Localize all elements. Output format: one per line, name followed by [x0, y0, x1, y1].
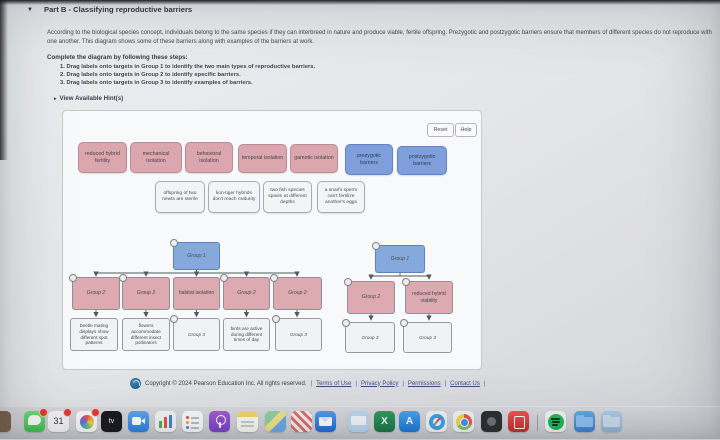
calendar-badge [63, 408, 72, 417]
partial-app-icon[interactable] [0, 411, 11, 432]
copyright-text: Copyright © 2024 Pearson Education Inc. All rights reserved. [145, 380, 307, 387]
left-row2-label-3: habitat isolation [178, 290, 215, 297]
left-row2-label-4: Group 2 [237, 290, 256, 297]
stocks-bar [164, 417, 167, 428]
terms-of-use-link[interactable]: Terms of Use [316, 380, 352, 387]
apple-tv-icon[interactable] [101, 411, 122, 432]
calendar-icon[interactable] [48, 411, 69, 432]
camera-lens [487, 417, 496, 426]
target-marker-icon [69, 274, 77, 282]
left-row3-label-1: beetle mating displays show different spot patterns [79, 322, 109, 346]
target-marker-icon [270, 274, 278, 282]
target-marker-icon [402, 278, 410, 286]
reminders-dot [186, 421, 189, 424]
left-row3-label-5: Group 3 [290, 331, 307, 337]
display-icon[interactable] [348, 411, 369, 432]
target-marker-icon [220, 274, 228, 282]
macos-dock [0, 406, 720, 440]
caret-right-icon: ▸ [54, 96, 57, 102]
podcasts-ring [216, 415, 226, 425]
right-row3-label-1: Group 3 [361, 334, 379, 340]
spotify-icon[interactable] [545, 411, 566, 432]
reset-button[interactable]: Reset [427, 123, 454, 137]
help-button[interactable]: Help [455, 123, 477, 137]
facetime-camera-lens [141, 418, 145, 424]
drag-label-temporal-isolation[interactable]: temporal isolation [238, 144, 287, 173]
stocks-bar [169, 415, 172, 428]
pearson-logo-icon [130, 378, 141, 389]
target-marker-icon [272, 315, 280, 323]
left-root-label: Group 1 [187, 252, 206, 259]
facetime-icon[interactable] [128, 411, 149, 432]
drag-label-reduced-hybrid-fertility[interactable]: reduced hybrid fertility [78, 142, 127, 173]
calendar-day: 31 [53, 416, 64, 426]
reminders-line [191, 422, 199, 424]
right-tree-root-target[interactable] [375, 245, 425, 273]
target-marker-icon [342, 319, 350, 327]
left-row2-target-4[interactable] [223, 277, 270, 310]
photo-edge-left [0, 0, 8, 160]
step-3: 3. Drag labels onto targets in Group 3 to identify examples of barriers. [60, 80, 253, 86]
apple-tv-label: tv [108, 418, 115, 425]
left-row2-label-2: Group 2 [136, 290, 156, 297]
step-1: 1. Drag labels onto targets in Group 1 to identify the two main types of reproductive barriers. [60, 64, 316, 70]
collapse-caret-icon[interactable]: ▼ [27, 7, 33, 13]
notes-icon[interactable] [237, 411, 258, 432]
intro-paragraph: According to the biological species concept, individuals belong to the same species if they can interbreed in nature and produce viable, fertile offspring. Prezygotic and postzygotic barriers ensure that members of different species do not reproduce with one another. This diagram shows some of these barriers along with examples of the barriers at work. [47, 30, 712, 45]
drag-label-fish-spawn-depths[interactable]: two fish species spawn at different depths [263, 181, 312, 213]
mail-flap [319, 417, 331, 422]
stocks-bar [159, 421, 162, 428]
drag-label-newts-sterile[interactable]: offspring of two newts are sterile [155, 181, 205, 213]
left-row2-label-5: Group 2 [288, 290, 307, 297]
excel-letter: X [381, 416, 388, 427]
stocks-icon[interactable] [155, 411, 176, 432]
left-row2-target-2[interactable] [122, 277, 170, 310]
news-icon[interactable] [291, 411, 312, 432]
left-row3-target-3[interactable] [173, 318, 220, 351]
drag-label-prezygotic-barriers[interactable]: prezygotic barriers [345, 144, 393, 175]
drag-label-mechanical-isolation[interactable]: mechanical isolation [130, 142, 182, 173]
footer-separator: | [444, 380, 447, 387]
display-screen [351, 416, 366, 425]
podcasts-icon[interactable] [209, 411, 230, 432]
chrome-center [460, 418, 469, 427]
photos-pinwheel [80, 415, 94, 429]
messages-icon[interactable] [24, 411, 45, 432]
drag-label-lion-tiger-hybrids[interactable]: lion-tiger hybrids don't reach maturity [208, 181, 260, 213]
left-row3-prefilled-birds-active[interactable] [223, 318, 270, 351]
drag-label-behavioral-isolation[interactable]: behavioral isolation [185, 142, 233, 173]
folder-icon[interactable] [601, 411, 622, 432]
drag-label-snail-sperm[interactable]: a snail's sperm can't fertilize another's eggs [317, 181, 365, 213]
privacy-policy-link[interactable]: Privacy Policy [360, 380, 399, 387]
reminders-line [191, 427, 199, 429]
right-row3-target-2[interactable] [403, 322, 452, 353]
app-store-letter: A [405, 416, 414, 427]
reminders-icon[interactable] [182, 411, 203, 432]
step-2: 2. Drag labels onto targets in Group 2 to identify specific barriers. [60, 72, 241, 78]
drag-label-postzygotic-barriers[interactable]: postzygotic barriers [397, 146, 447, 175]
footer-separator: | [355, 380, 357, 387]
notes-line [241, 425, 254, 427]
red-app-icon[interactable] [508, 411, 529, 432]
left-row2-prefilled-habitat-isolation[interactable] [173, 277, 220, 310]
target-marker-icon [119, 274, 127, 282]
reminders-line [191, 417, 199, 419]
facetime-camera-body [132, 417, 141, 425]
maps-icon[interactable] [265, 411, 286, 432]
footer-separator: | [483, 380, 486, 387]
excel-icon[interactable] [374, 411, 395, 432]
folder-body [576, 417, 593, 427]
steps-heading: Complete the diagram by following these steps: [47, 54, 188, 61]
left-row3-prefilled-beetle-mating[interactable] [70, 318, 118, 351]
right-row3-target-1[interactable] [345, 322, 395, 353]
target-marker-icon [400, 319, 408, 327]
right-row2-label-2: reduced hybrid viability [412, 291, 446, 304]
footer-separator: | [310, 380, 313, 387]
folder-body [603, 417, 620, 427]
left-row3-label-3: Group 3 [188, 331, 205, 337]
right-row2-target-1[interactable] [347, 281, 395, 314]
dock-separator [537, 415, 538, 431]
target-marker-icon [170, 315, 178, 323]
left-row3-label-2: flowers accommodate different insect pollinators [130, 322, 162, 346]
right-row2-prefilled-reduced-hybrid-viability[interactable] [405, 281, 453, 314]
left-row3-label-4: birds are active during different times of day [230, 325, 263, 343]
camera-app-icon[interactable] [481, 411, 502, 432]
reminders-dot [186, 416, 189, 419]
page-title: Part B - Classifying reproductive barriers [44, 5, 193, 14]
red-app-glyph [514, 416, 525, 429]
notes-line [241, 421, 254, 423]
target-marker-icon [170, 239, 178, 247]
view-hints-label: View Available Hint(s) [59, 95, 124, 102]
left-tree-root-target[interactable] [173, 242, 220, 270]
target-marker-icon [344, 278, 352, 286]
messages-badge [39, 408, 48, 417]
left-row2-label-1: Group 2 [86, 290, 106, 297]
messages-bubble [28, 415, 41, 425]
spotify-wave [552, 421, 560, 423]
footer-separator: | [402, 380, 404, 387]
target-marker-icon [372, 242, 380, 250]
contact-us-link[interactable]: Contact Us [450, 380, 480, 387]
folder-icon[interactable] [574, 411, 595, 432]
notes-header [237, 411, 258, 417]
left-row3-prefilled-flowers-pollinators[interactable] [122, 318, 170, 351]
photos-icon[interactable] [76, 411, 97, 432]
right-row3-label-2: Group 3 [419, 334, 436, 340]
spotify-wave [552, 424, 558, 426]
photos-badge [91, 408, 100, 417]
left-row3-target-5[interactable] [275, 318, 322, 351]
reminders-dot [186, 426, 189, 429]
right-root-label: Group 1 [390, 255, 410, 262]
right-row2-label-1: Group 2 [361, 294, 381, 301]
left-row2-target-5[interactable] [273, 277, 322, 310]
permissions-link[interactable]: Permissions [407, 380, 441, 387]
drag-label-gametic-isolation[interactable]: gametic isolation [290, 144, 338, 173]
podcasts-stem [219, 422, 221, 428]
chrome-icon[interactable] [453, 411, 474, 432]
view-hints-link[interactable] [54, 95, 123, 102]
spotify-wave [551, 418, 560, 420]
mail-icon[interactable] [315, 411, 336, 432]
app-store-icon[interactable] [399, 411, 420, 432]
left-row2-target-1[interactable] [72, 277, 120, 310]
safari-icon[interactable] [426, 411, 447, 432]
